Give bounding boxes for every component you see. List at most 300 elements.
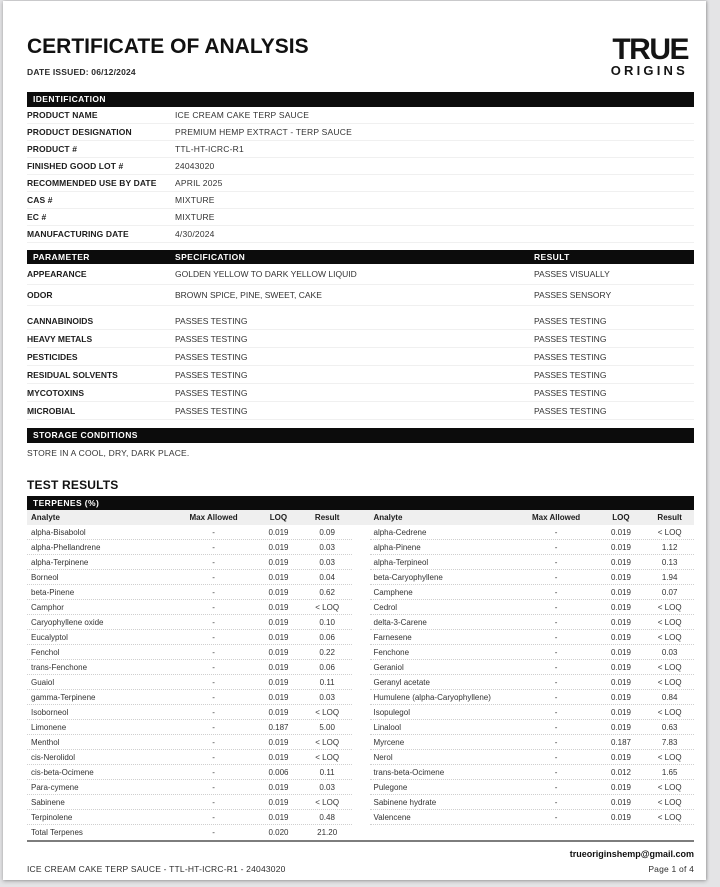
terpene-row <box>27 825 694 840</box>
analyte-name: Myrcene <box>373 737 405 747</box>
terpene-row <box>27 735 694 750</box>
parameter-name: APPEARANCE <box>27 269 87 279</box>
max-allowed-value: - <box>212 527 215 537</box>
column-gap <box>352 750 370 765</box>
footer-product-id: ICE CREAM CAKE TERP SAUCE - TTL-HT-ICRC-R1 - 24043020 <box>27 864 286 874</box>
terpene-row-right <box>370 570 695 585</box>
column-gap <box>352 720 370 735</box>
result-value: 21.20 <box>317 828 338 837</box>
terpene-row-left <box>27 735 352 750</box>
parameter-specification: BROWN SPICE, PINE, SWEET, CAKE <box>175 290 322 300</box>
terpene-row-right <box>370 645 695 660</box>
column-gap <box>352 555 370 570</box>
loq-value: 0.019 <box>610 707 631 717</box>
terpene-row <box>27 675 694 690</box>
terpene-row <box>27 630 694 645</box>
parameter-specification: PASSES TESTING <box>175 387 248 398</box>
loq-value: 0.019 <box>610 692 631 702</box>
result-value: < LOQ <box>657 707 682 717</box>
loq-value: 0.019 <box>610 542 631 552</box>
terpene-row-right <box>370 825 695 840</box>
identification-section-header: IDENTIFICATION <box>27 92 694 107</box>
result-value: < LOQ <box>657 752 682 762</box>
identification-row <box>27 158 694 175</box>
column-header-loq: LOQ <box>612 513 630 522</box>
result-value: < LOQ <box>657 632 682 642</box>
column-header-parameter: PARAMETER <box>33 251 90 262</box>
result-value: < LOQ <box>315 602 340 612</box>
analyte-name: Isopulegol <box>373 707 410 717</box>
result-value: < LOQ <box>315 707 340 717</box>
column-gap <box>352 510 370 525</box>
storage-instructions: STORE IN A COOL, DRY, DARK PLACE. <box>27 447 190 458</box>
analyte-name: Total Terpenes <box>31 828 83 837</box>
field-value: ICE CREAM CAKE TERP SAUCE <box>175 109 310 120</box>
max-allowed-value: - <box>554 557 558 567</box>
terpene-row-left <box>27 750 352 765</box>
result-value: 1.12 <box>661 542 678 552</box>
date-issued: DATE ISSUED: 06/12/2024 <box>27 67 136 77</box>
column-gap <box>352 795 370 810</box>
parameter-row <box>27 330 694 348</box>
terpene-row-left <box>27 720 352 735</box>
column-gap <box>352 765 370 780</box>
analyte-name: Nerol <box>373 752 393 762</box>
analyte-name: Limonene <box>31 722 67 732</box>
column-gap <box>352 675 370 690</box>
result-value: < LOQ <box>315 737 340 747</box>
identification-row <box>27 107 694 124</box>
terpene-table-column-headers <box>27 510 694 525</box>
column-header-max-allowed: Max Allowed <box>532 513 581 522</box>
analyte-name: trans-Fenchone <box>31 662 88 672</box>
terpene-row-right <box>370 585 695 600</box>
parameter-row <box>27 285 694 306</box>
field-label: RECOMMENDED USE BY DATE <box>27 177 157 188</box>
column-gap <box>352 600 370 615</box>
storage-section-header: STORAGE CONDITIONS <box>27 428 694 443</box>
parameter-row <box>27 366 694 384</box>
logo-word-origins: ORIGINS <box>610 63 688 78</box>
terpene-row-left <box>27 525 352 540</box>
analyte-name: Geranyl acetate <box>373 677 430 687</box>
analyte-name: alpha-Pinene <box>373 542 421 552</box>
analyte-name: Isoborneol <box>31 707 69 717</box>
loq-value: 0.019 <box>268 602 289 612</box>
identification-row <box>27 192 694 209</box>
parameter-specification: PASSES TESTING <box>175 351 248 362</box>
page-footer <box>27 863 694 875</box>
loq-value: 0.019 <box>268 692 289 702</box>
terpene-row <box>27 660 694 675</box>
analyte-name: beta-Caryophyllene <box>373 572 443 582</box>
analyte-name: Fenchone <box>373 647 410 657</box>
terpene-row-left <box>27 585 352 600</box>
terpene-row-left <box>27 780 352 795</box>
parameter-row <box>27 384 694 402</box>
analyte-name: Sabinene hydrate <box>373 797 437 807</box>
max-allowed-value: - <box>554 737 558 747</box>
result-value: 0.09 <box>319 527 335 537</box>
terpene-row <box>27 570 694 585</box>
max-allowed-value: - <box>212 617 215 627</box>
loq-value: 0.019 <box>268 587 289 597</box>
result-value: 0.11 <box>319 677 335 687</box>
max-allowed-value: - <box>212 767 215 777</box>
loq-value: 0.019 <box>610 602 631 612</box>
terpene-row-right <box>370 720 695 735</box>
parameter-result: PASSES TESTING <box>534 351 607 362</box>
result-value: < LOQ <box>315 797 340 807</box>
terpene-rows <box>27 525 694 842</box>
field-label: PRODUCT NAME <box>27 109 98 120</box>
column-gap <box>352 810 370 825</box>
column-gap <box>352 525 370 540</box>
terpene-row-left <box>27 825 352 840</box>
result-value: 0.63 <box>661 722 678 732</box>
loq-value: 0.019 <box>268 617 289 627</box>
analyte-name: Farnesene <box>373 632 412 642</box>
column-header-analyte: Analyte <box>31 513 60 522</box>
max-allowed-value: - <box>554 632 558 642</box>
parameter-row <box>27 312 694 330</box>
loq-value: 0.019 <box>268 782 289 792</box>
result-value: < LOQ <box>657 797 682 807</box>
max-allowed-value: - <box>212 707 215 717</box>
page-number: Page 1 of 4 <box>648 864 694 874</box>
analyte-name: alpha-Phellandrene <box>31 542 101 552</box>
field-value: PREMIUM HEMP EXTRACT - TERP SAUCE <box>175 126 352 137</box>
test-results-title: TEST RESULTS <box>27 477 119 492</box>
analyte-name: Camphene <box>373 587 413 597</box>
analyte-name: Fenchol <box>31 647 60 657</box>
parameter-result: PASSES TESTING <box>534 315 607 326</box>
loq-value: 0.019 <box>610 752 631 762</box>
terpene-row-right <box>370 555 695 570</box>
column-gap <box>352 615 370 630</box>
terpene-row-right <box>370 780 695 795</box>
loq-value: 0.006 <box>268 767 289 777</box>
column-gap <box>352 645 370 660</box>
analyte-name: Menthol <box>31 737 60 747</box>
terpene-row-right <box>370 660 695 675</box>
terpene-header-left <box>27 510 352 525</box>
loq-value: 0.019 <box>610 572 631 582</box>
parameter-name: HEAVY METALS <box>27 333 93 344</box>
loq-value: 0.019 <box>268 797 289 807</box>
terpene-row-left <box>27 645 352 660</box>
parameter-result: PASSES VISUALLY <box>534 269 610 279</box>
column-header-result: Result <box>657 513 682 522</box>
loq-value: 0.019 <box>610 617 631 627</box>
analyte-name: Geraniol <box>373 662 404 672</box>
max-allowed-value: - <box>554 617 558 627</box>
terpene-row <box>27 720 694 735</box>
max-allowed-value: - <box>212 572 215 582</box>
column-header-specification: SPECIFICATION <box>175 251 246 262</box>
parameter-result: PASSES TESTING <box>534 405 607 416</box>
identification-row <box>27 175 694 192</box>
max-allowed-value: - <box>212 632 215 642</box>
terpene-row-right <box>370 540 695 555</box>
analyte-name: cis-beta-Ocimene <box>31 767 94 777</box>
parameter-row <box>27 264 694 285</box>
analyte-name: Cedrol <box>373 602 398 612</box>
contact-email: trueoriginshemp@gmail.com <box>569 849 694 859</box>
column-header-max-allowed: Max Allowed <box>189 513 238 522</box>
max-allowed-value: - <box>212 647 215 657</box>
terpene-row <box>27 690 694 705</box>
loq-value: 0.019 <box>268 542 289 552</box>
column-gap <box>352 705 370 720</box>
column-gap <box>352 735 370 750</box>
terpene-row-right <box>370 525 695 540</box>
analyte-name: delta-3-Carene <box>373 617 427 627</box>
loq-value: 0.019 <box>610 722 631 732</box>
analyte-name: alpha-Bisabolol <box>31 527 86 537</box>
max-allowed-value: - <box>212 722 215 732</box>
analyte-name: Humulene (alpha-Caryophyllene) <box>373 692 491 702</box>
page-title: CERTIFICATE OF ANALYSIS <box>27 35 309 58</box>
terpene-row <box>27 600 694 615</box>
terpene-row-right <box>370 615 695 630</box>
result-value: < LOQ <box>657 527 682 537</box>
terpene-row-left <box>27 600 352 615</box>
terpene-header-right <box>370 510 695 525</box>
parameter-rows <box>27 264 694 420</box>
max-allowed-value: - <box>554 782 558 792</box>
loq-value: 0.019 <box>610 662 631 672</box>
loq-value: 0.019 <box>610 632 631 642</box>
terpene-row-left <box>27 705 352 720</box>
result-value: 0.03 <box>319 557 335 567</box>
field-label: EC # <box>27 211 47 222</box>
loq-value: 0.012 <box>610 767 631 777</box>
terpene-row-right <box>370 705 695 720</box>
result-value: 0.06 <box>319 662 335 672</box>
analyte-name: gamma-Terpinene <box>31 692 96 702</box>
max-allowed-value: - <box>554 812 558 822</box>
terpene-row-left <box>27 810 352 825</box>
max-allowed-value: - <box>554 797 558 807</box>
terpene-row-right <box>370 810 695 825</box>
parameter-table-header <box>27 250 694 265</box>
result-value: 0.03 <box>319 782 335 792</box>
max-allowed-value: - <box>212 692 215 702</box>
terpene-row-right <box>370 690 695 705</box>
max-allowed-value: - <box>554 647 558 657</box>
max-allowed-value: - <box>554 707 558 717</box>
terpene-row-right <box>370 600 695 615</box>
loq-value: 0.019 <box>610 557 631 567</box>
field-label: CAS # <box>27 194 53 205</box>
analyte-name: Eucalyptol <box>31 632 68 642</box>
terpene-row-left <box>27 570 352 585</box>
parameter-name: MICROBIAL <box>27 405 76 416</box>
loq-value: 0.019 <box>268 632 289 642</box>
parameter-name: RESIDUAL SOLVENTS <box>27 369 118 380</box>
terpene-row-left <box>27 630 352 645</box>
terpene-row <box>27 750 694 765</box>
analyte-name: Para-cymene <box>31 782 79 792</box>
terpene-row-right <box>370 735 695 750</box>
loq-value: 0.019 <box>268 662 289 672</box>
field-label: MANUFACTURING DATE <box>27 228 129 239</box>
analyte-name: alpha-Terpinene <box>31 557 89 567</box>
terpene-row <box>27 795 694 810</box>
max-allowed-value: - <box>554 752 558 762</box>
terpene-row <box>27 555 694 570</box>
column-gap <box>352 825 370 840</box>
analyte-name: Borneol <box>31 572 59 582</box>
max-allowed-value: - <box>212 737 215 747</box>
loq-value: 0.019 <box>268 812 289 822</box>
loq-value: 0.019 <box>268 527 289 537</box>
loq-value: 0.019 <box>610 812 631 822</box>
result-value: 0.10 <box>319 617 335 627</box>
max-allowed-value: - <box>554 572 558 582</box>
identification-row <box>27 209 694 226</box>
analyte-name: alpha-Cedrene <box>373 527 427 537</box>
column-gap <box>352 585 370 600</box>
max-allowed-value: - <box>554 722 558 732</box>
result-value: 1.65 <box>661 767 678 777</box>
max-allowed-value: - <box>212 662 215 672</box>
result-value: 7.83 <box>661 737 678 747</box>
analyte-name: cis-Nerolidol <box>31 752 76 762</box>
terpene-row <box>27 615 694 630</box>
field-label: PRODUCT DESIGNATION <box>27 126 132 137</box>
result-value: 0.03 <box>661 647 678 657</box>
loq-value: 0.019 <box>610 647 631 657</box>
terpene-row <box>27 705 694 720</box>
field-value: APRIL 2025 <box>175 177 223 188</box>
column-gap <box>352 630 370 645</box>
parameter-result: PASSES TESTING <box>534 333 607 344</box>
identification-rows <box>27 107 694 243</box>
title-block <box>27 35 309 77</box>
column-header-result: RESULT <box>534 251 570 262</box>
identification-row <box>27 124 694 141</box>
parameter-specification: PASSES TESTING <box>175 369 248 380</box>
column-gap <box>352 540 370 555</box>
result-value: < LOQ <box>657 617 682 627</box>
max-allowed-value: - <box>554 692 558 702</box>
page-content <box>3 1 706 875</box>
result-value: 0.03 <box>319 692 335 702</box>
max-allowed-value: - <box>212 752 215 762</box>
result-value: < LOQ <box>315 752 340 762</box>
analyte-name: alpha-Terpineol <box>373 557 429 567</box>
max-allowed-value: - <box>212 602 215 612</box>
analyte-name: beta-Pinene <box>31 587 75 597</box>
analyte-name: Terpinolene <box>31 812 73 822</box>
parameter-name: MYCOTOXINS <box>27 387 84 398</box>
terpene-row-left <box>27 690 352 705</box>
terpene-row-left <box>27 660 352 675</box>
terpene-row-right <box>370 675 695 690</box>
terpene-row-left <box>27 555 352 570</box>
max-allowed-value: - <box>554 587 558 597</box>
terpene-row <box>27 645 694 660</box>
loq-value: 0.019 <box>268 737 289 747</box>
terpenes-section-header: TERPENES (%) <box>27 496 694 511</box>
max-allowed-value: - <box>212 587 215 597</box>
parameter-result: PASSES TESTING <box>534 369 607 380</box>
field-value: MIXTURE <box>175 211 215 222</box>
result-value: 0.03 <box>319 542 335 552</box>
parameter-specification: PASSES TESTING <box>175 333 248 344</box>
max-allowed-value: - <box>212 828 215 837</box>
identification-row <box>27 141 694 158</box>
terpene-row <box>27 810 694 825</box>
result-value: 0.22 <box>319 647 335 657</box>
analyte-name: Linalool <box>373 722 402 732</box>
result-value: 0.48 <box>319 812 335 822</box>
loq-value: 0.019 <box>268 572 289 582</box>
analyte-name: trans-beta-Ocimene <box>373 767 445 777</box>
terpene-row-left <box>27 765 352 780</box>
field-value: 4/30/2024 <box>175 228 215 239</box>
terpene-row-right <box>370 765 695 780</box>
analyte-name: Valencene <box>373 812 411 822</box>
terpene-row <box>27 585 694 600</box>
analyte-name: Guaiol <box>31 677 55 687</box>
max-allowed-value: - <box>554 677 558 687</box>
result-value: 5.00 <box>319 722 335 732</box>
parameter-row <box>27 402 694 420</box>
loq-value: 0.019 <box>268 647 289 657</box>
terpene-row-left <box>27 615 352 630</box>
analyte-name: Sabinene <box>31 797 65 807</box>
result-value: 0.11 <box>319 767 335 777</box>
analyte-name: Pulegone <box>373 782 408 792</box>
max-allowed-value: - <box>212 782 215 792</box>
max-allowed-value: - <box>554 602 558 612</box>
field-value: MIXTURE <box>175 194 215 205</box>
max-allowed-value: - <box>212 812 215 822</box>
loq-value: 0.019 <box>610 527 631 537</box>
result-value: < LOQ <box>657 677 682 687</box>
result-value: < LOQ <box>657 782 682 792</box>
terpene-row <box>27 540 694 555</box>
column-header-analyte: Analyte <box>373 513 403 522</box>
max-allowed-value: - <box>212 542 215 552</box>
result-value: 0.04 <box>319 572 335 582</box>
column-header-loq: LOQ <box>269 513 288 522</box>
parameter-name: ODOR <box>27 290 53 300</box>
field-label: PRODUCT # <box>27 143 78 154</box>
result-value: < LOQ <box>657 812 682 822</box>
loq-value: 0.019 <box>268 752 289 762</box>
column-header-result: Result <box>314 513 340 522</box>
max-allowed-value: - <box>212 557 215 567</box>
terpene-row <box>27 525 694 540</box>
identification-row <box>27 226 694 243</box>
field-value: 24043020 <box>175 160 215 171</box>
max-allowed-value: - <box>212 797 215 807</box>
parameter-row <box>27 348 694 366</box>
logo-word-true: TRUE <box>612 33 688 66</box>
document-header <box>27 35 694 77</box>
loq-value: 0.019 <box>268 707 289 717</box>
certificate-page <box>3 1 706 880</box>
result-value: 0.13 <box>661 557 678 567</box>
column-gap <box>352 660 370 675</box>
result-value: 0.07 <box>661 587 678 597</box>
brand-logo <box>610 33 694 78</box>
loq-value: 0.019 <box>268 677 289 687</box>
